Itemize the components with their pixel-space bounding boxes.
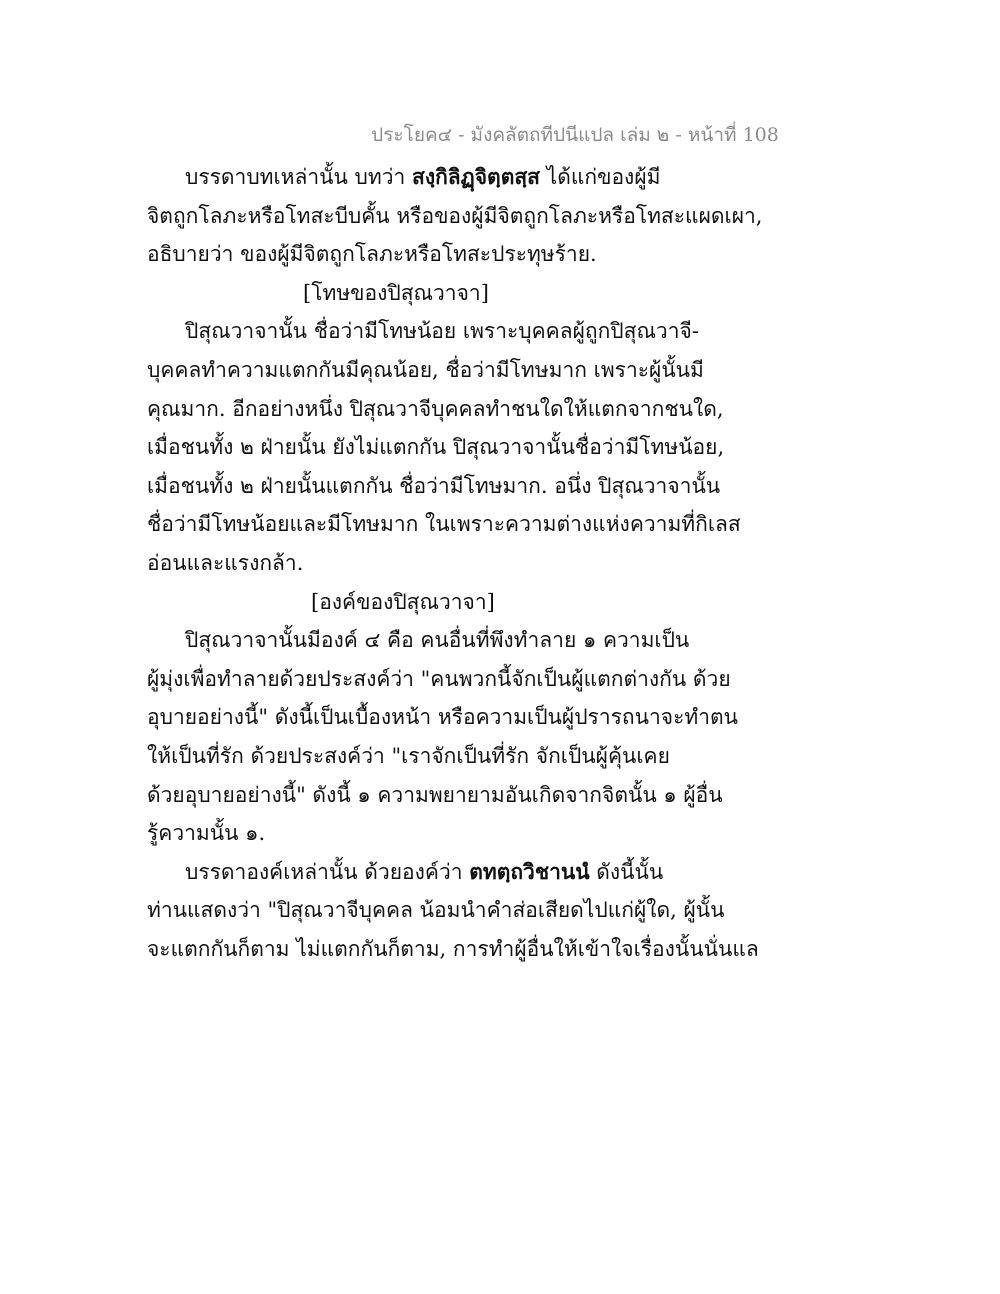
pali-term: สงฺกิลิฏฺจิตฺตสฺส	[412, 164, 540, 189]
page-header-text: ประโยค๔ - มังคลัตถทีปนีแปล เล่ม ๒ - หน้าที่ 108	[371, 124, 779, 146]
paragraph-2-line-1: ปิสุณวาจานั้น ชื่อว่ามีโทษน้อย เพราะบุคคลผู้ถูกปิสุณวาจี-	[185, 319, 699, 344]
text-run: ดังนี้นั้น	[589, 859, 664, 884]
paragraph-2-line-2: บุคคลทำความแตกกันมีคุณน้อย, ชื่อว่ามีโทษมาก เพราะผู้นั้นมี	[147, 357, 704, 382]
paragraph-2-line-3: คุณมาก. อีกอย่างหนึ่ง ปิสุณวาจีบุคคลทำชนใดให้แตกจากชนใด,	[147, 396, 724, 421]
paragraph-1-line-1	[147, 158, 747, 197]
paragraph-4-line-1	[147, 853, 747, 892]
paragraph-2-line-5: เมื่อชนทั้ง ๒ ฝ่ายนั้นแตกกัน ชื่อว่ามีโทษมาก. อนึ่ง ปิสุณวาจานั้น	[147, 473, 721, 498]
paragraph-3-line-2: ผู้มุ่งเพื่อทำลายด้วยประสงค์ว่า "คนพวกนี้จักเป็นผู้แตกต่างกัน ด้วย	[147, 666, 731, 691]
section-heading-factors: [องค์ของปิสุณวาจา]	[311, 589, 495, 614]
page-header	[0, 120, 1000, 150]
paragraph-4-line-3: จะแตกกันก็ตาม ไม่แตกกันก็ตาม, การทำผู้อื่นให้เข้าใจเรื่องนั้นนั่นแล	[147, 936, 759, 961]
text-run: ได้แก่ของผู้มี	[539, 165, 661, 189]
text-run: บรรดาบทเหล่านั้น บทว่า	[185, 165, 412, 189]
paragraph-4-line-2: ท่านแสดงว่า "ปิสุณวาจีบุคคล น้อมนำคำส่อเสียดไปแก่ผู้ใด, ผู้นั้น	[147, 898, 725, 923]
paragraph-2-line-7: อ่อนและแรงกล้า.	[147, 550, 304, 575]
paragraph-3-line-4: ให้เป็นที่รัก ด้วยประสงค์ว่า "เราจักเป็นที่รัก จักเป็นผู้คุ้นเคย	[147, 743, 670, 768]
paragraph-3-line-5: ด้วยอุบายอย่างนี้" ดังนี้ ๑ ความพยายามอันเกิดจากจิตนั้น ๑ ผู้อื่น	[147, 782, 723, 807]
page-body	[147, 158, 763, 968]
paragraph-1-line-2: จิตถูกโลภะหรือโทสะบีบคั้น หรือของผู้มีจิตถูกโลภะหรือโทสะแผดเผา,	[147, 203, 763, 228]
paragraph-2-line-6: ชื่อว่ามีโทษน้อยและมีโทษมาก ในเพราะความต่างแห่งความที่กิเลส	[147, 512, 741, 537]
paragraph-3-line-1: ปิสุณวาจานั้นมีองค์ ๔ คือ คนอื่นที่พึงทำลาย ๑ ความเป็น	[185, 628, 690, 653]
paragraph-3-line-6: รู้ความนั้น ๑.	[147, 821, 266, 846]
paragraph-2-line-4: เมื่อชนทั้ง ๒ ฝ่ายนั้น ยังไม่แตกกัน ปิสุณวาจานั้นชื่อว่ามีโทษน้อย,	[147, 435, 725, 460]
pali-term: ตทตฺถวิชานนํ	[469, 858, 590, 884]
text-run: บรรดาองค์เหล่านั้น ด้วยองค์ว่า	[185, 859, 470, 884]
paragraph-1-line-3: อธิบายว่า ของผู้มีจิตถูกโลภะหรือโทสะประทุษร้าย.	[147, 242, 597, 267]
section-heading-faults: [โทษของปิสุณวาจา]	[303, 280, 489, 305]
paragraph-3-line-3: อุบายอย่างนี้" ดังนี้เป็นเบื้องหน้า หรือความเป็นผู้ปรารถนาจะทำตน	[147, 705, 738, 730]
